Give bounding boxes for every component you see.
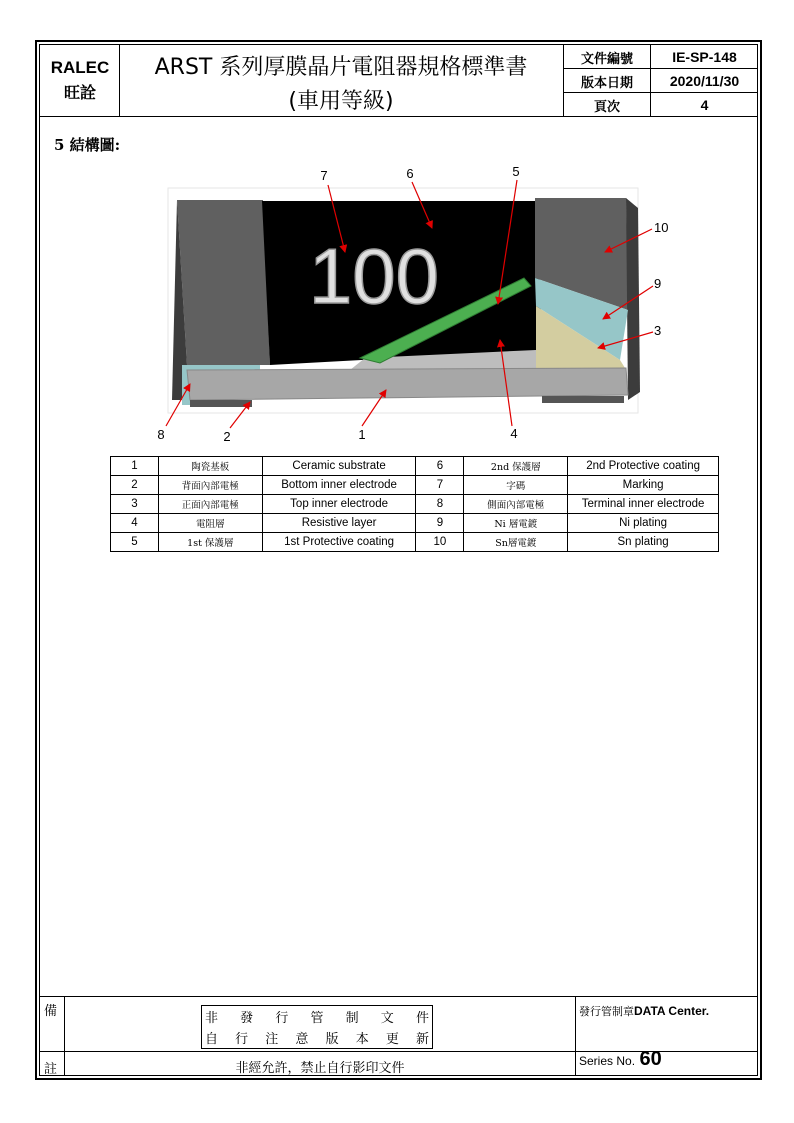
callout-label-8: 8 — [157, 427, 165, 442]
copy-notice: 非經允許，禁止自行影印文件 — [235, 1061, 405, 1076]
footer-divider-right — [575, 996, 576, 1076]
series-area — [579, 1048, 662, 1071]
table-row — [111, 514, 719, 533]
bottom-inner-electrode-right — [542, 396, 624, 403]
callout-label-2: 2 — [223, 429, 231, 444]
part-name-en: Top inner electrode — [262, 495, 416, 514]
part-name-zh: 側面內部電極 — [464, 495, 568, 514]
control-char: 自 — [205, 1032, 219, 1047]
stamp-area — [579, 1003, 709, 1019]
callout-label-3: 3 — [654, 323, 662, 338]
table-row — [111, 495, 719, 514]
part-no: 10 — [416, 533, 464, 552]
part-no: 3 — [111, 495, 159, 514]
part-no: 4 — [111, 514, 159, 533]
control-char: 本 — [355, 1032, 369, 1047]
version-date-value: 2020/11/30 — [669, 73, 740, 89]
control-char: 新 — [415, 1032, 429, 1047]
control-char: 行 — [235, 1032, 249, 1047]
callout-label-5: 5 — [512, 164, 520, 179]
part-name-en: Ni plating — [568, 514, 719, 533]
page-label: 頁次 — [593, 100, 620, 115]
marking-text: 100 — [308, 232, 440, 320]
part-name-zh: 電阻層 — [158, 514, 262, 533]
control-line-2 — [205, 1028, 429, 1047]
part-no: 9 — [416, 514, 464, 533]
page-value: 4 — [700, 97, 709, 113]
control-char: 行 — [275, 1011, 289, 1026]
part-name-en: Bottom inner electrode — [262, 476, 416, 495]
bottom-inner-electrode-left — [190, 400, 252, 407]
doc-no-label: 文件編號 — [580, 52, 633, 67]
part-name-zh: 2nd 保護層 — [464, 457, 568, 476]
callout-label-7: 7 — [320, 168, 328, 183]
control-char: 發 — [240, 1011, 254, 1026]
callout-label-1: 1 — [358, 427, 366, 442]
part-no: 2 — [111, 476, 159, 495]
series-value: 60 — [639, 1048, 662, 1070]
part-name-zh: 陶瓷基板 — [158, 457, 262, 476]
stamp-value: DATA Center. — [634, 1004, 710, 1018]
control-char: 更 — [385, 1032, 399, 1047]
part-name-en: Resistive layer — [262, 514, 416, 533]
ceramic-substrate — [187, 368, 628, 400]
company-name-zh: 旺詮 — [63, 83, 96, 102]
control-char: 制 — [345, 1011, 359, 1026]
part-name-en: Ceramic substrate — [262, 457, 416, 476]
control-char: 意 — [295, 1032, 309, 1047]
control-char: 件 — [415, 1011, 429, 1026]
control-char: 文 — [380, 1011, 394, 1026]
part-name-en: 1st Protective coating — [262, 533, 416, 552]
callout-label-6: 6 — [406, 166, 414, 181]
part-no: 5 — [111, 533, 159, 552]
callout-label-9: 9 — [654, 276, 662, 291]
callout-label-4: 4 — [510, 426, 518, 441]
control-char: 管 — [310, 1011, 324, 1026]
callout-label-10: 10 — [654, 220, 669, 235]
section-title: 5 結構圖: — [54, 136, 121, 154]
part-name-zh: 1st 保護層 — [158, 533, 262, 552]
left-terminal-sn — [177, 200, 270, 365]
control-line-1 — [205, 1007, 429, 1026]
part-name-en: Sn plating — [568, 533, 719, 552]
part-name-zh: 字碼 — [464, 476, 568, 495]
remark-label-top: 備 — [44, 1004, 58, 1019]
part-name-en: 2nd Protective coating — [568, 457, 719, 476]
header-row-rule-2 — [563, 92, 758, 93]
control-char: 注 — [265, 1032, 279, 1047]
footer-top-rule — [39, 996, 758, 997]
version-date-label: 版本日期 — [580, 76, 633, 91]
part-no: 1 — [111, 457, 159, 476]
part-name-zh: Sn層電鍍 — [464, 533, 568, 552]
remark-label-bottom: 註 — [44, 1062, 58, 1077]
doc-no-value: IE-SP-148 — [672, 49, 737, 65]
part-no: 8 — [416, 495, 464, 514]
table-row — [111, 457, 719, 476]
parts-table — [110, 456, 719, 552]
table-row — [111, 533, 719, 552]
control-char: 非 — [205, 1011, 219, 1026]
series-label: Series No. — [579, 1054, 636, 1068]
part-name-en: Terminal inner electrode — [568, 495, 719, 514]
part-no: 7 — [416, 476, 464, 495]
document-title: ARST 系列厚膜晶片電阻器規格標準書 — [154, 55, 528, 80]
part-name-zh: 背面內部電極 — [158, 476, 262, 495]
stamp-label: 發行管制章 — [579, 1005, 634, 1018]
part-name-zh: Ni 層電鍍 — [464, 514, 568, 533]
header-row-rule-1 — [563, 68, 758, 69]
document-subtitle: (車用等級) — [288, 89, 394, 114]
part-name-zh: 正面內部電極 — [158, 495, 262, 514]
chip-resistor-structure-diagram — [150, 160, 670, 445]
control-char: 版 — [325, 1032, 339, 1047]
part-name-en: Marking — [568, 476, 719, 495]
header-bottom-rule — [39, 116, 758, 117]
table-row — [111, 476, 719, 495]
part-no: 6 — [416, 457, 464, 476]
company-name-en: RALEC — [50, 58, 110, 77]
